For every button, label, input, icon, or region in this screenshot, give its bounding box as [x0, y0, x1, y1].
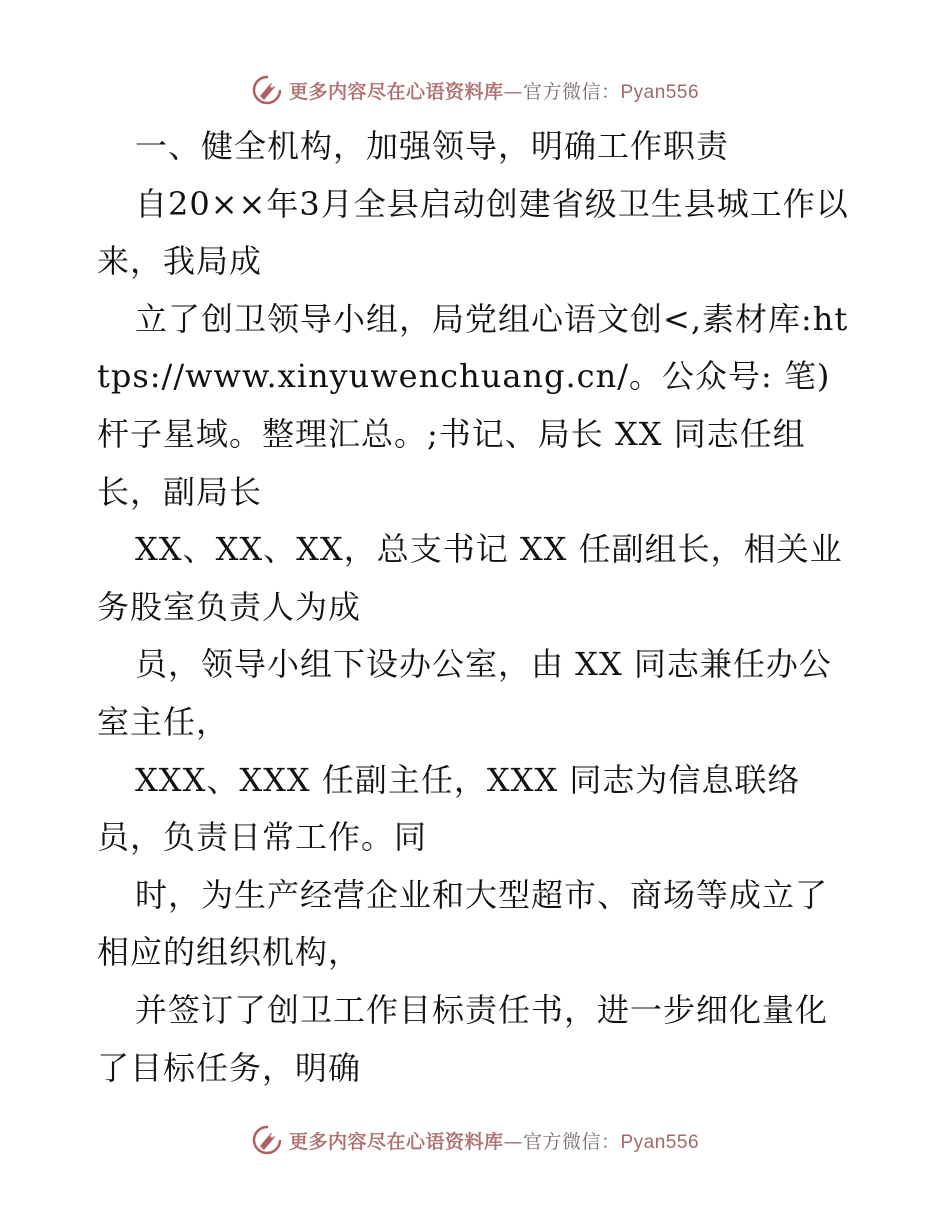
- header-watermark: [0, 72, 950, 108]
- paragraph: XX、XX、XX，总支书记 XX 任副组长，相关业务股室负责人为成: [97, 530, 843, 626]
- paragraph: 自20××年3月全县启动创建省级卫生县城工作以来，我局成: [97, 184, 849, 281]
- watermark-dash: —: [503, 80, 523, 103]
- paragraph: 员，领导小组下设办公室，由 XX 同志兼任办公室主任，: [97, 645, 832, 741]
- footer-watermark: [0, 1122, 950, 1158]
- paragraph-heading: 一、健全机构，加强领导，明确工作职责: [135, 127, 730, 165]
- pen-nib-logo-icon: [251, 74, 283, 106]
- watermark-site: 更多内容尽在心语资料库: [288, 80, 504, 103]
- watermark-wechat-id: Pyan556: [620, 81, 700, 103]
- watermark-wechat-label: 官方微信：: [522, 1130, 621, 1153]
- watermark-wechat-label: 官方微信：: [522, 80, 621, 103]
- watermark-dash: —: [503, 1130, 523, 1153]
- pen-nib-logo-icon: [251, 1124, 283, 1156]
- watermark-wechat-id: Pyan556: [620, 1131, 700, 1153]
- paragraph: 并签订了创卫工作目标责任书，进一步细化量化了目标任务，明确: [97, 990, 829, 1087]
- paragraph: XXX、XXX 任副主任，XXX 同志为信息联络员，负责日常工作。同: [97, 760, 801, 857]
- watermark-site: 更多内容尽在心语资料库: [288, 1130, 504, 1153]
- paragraph: 立了创卫领导小组，局党组心语文创<,素材库:https://www.xinyuwenchuang.cn/。公众号: 笔)杆子星域。整理汇总。;书记、局长 XX 同志任组长，副局长: [97, 299, 849, 511]
- paragraph: 时，为生产经营企业和大型超市、商场等成立了相应的组织机构，: [97, 875, 829, 972]
- document-body: [97, 118, 857, 1097]
